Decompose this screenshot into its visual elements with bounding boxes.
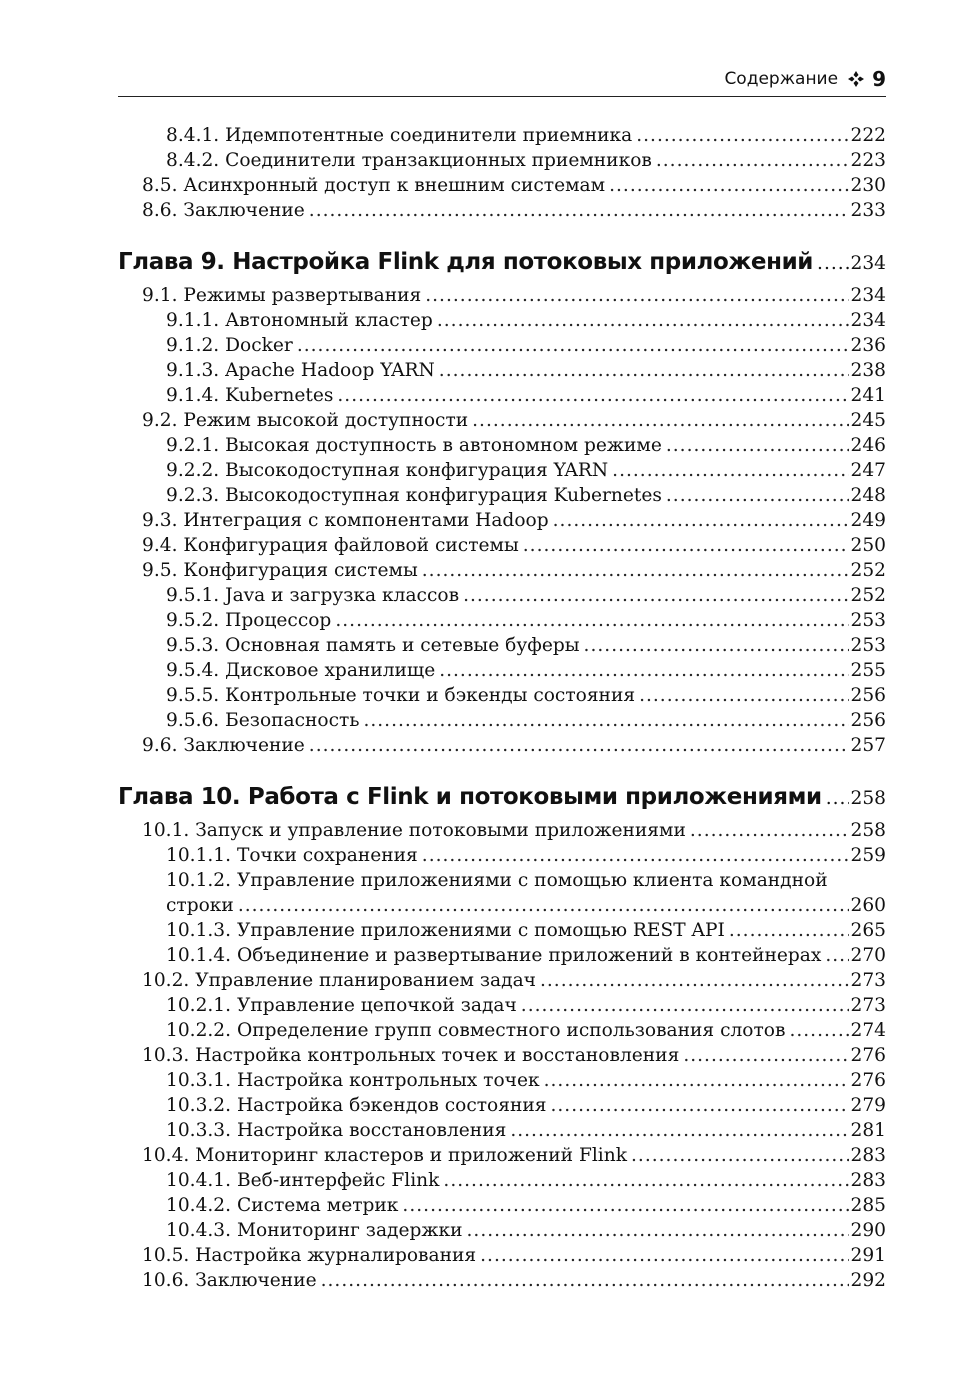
page-number: 223 bbox=[850, 150, 886, 171]
dot-leader bbox=[523, 533, 849, 558]
toc-entry bbox=[118, 558, 886, 583]
page-number: 258 bbox=[850, 820, 886, 841]
entry-title: 9.3. Интеграция с компонентами Hadoop bbox=[142, 510, 549, 531]
running-header bbox=[118, 62, 886, 97]
dot-leader bbox=[510, 1118, 848, 1143]
dot-leader bbox=[439, 358, 849, 383]
entry-title: 9.1. Режимы развертывания bbox=[142, 285, 422, 306]
entry-title: 10.5. Настройка журналирования bbox=[142, 1245, 477, 1266]
dot-leader bbox=[584, 633, 849, 658]
page-number: 273 bbox=[850, 995, 886, 1016]
dot-leader bbox=[422, 558, 849, 583]
page-number: 252 bbox=[850, 585, 886, 606]
toc-entry bbox=[118, 333, 886, 358]
page-number: 250 bbox=[850, 535, 886, 556]
toc-entry bbox=[118, 608, 886, 633]
toc-entry bbox=[118, 283, 886, 308]
page-number: 290 bbox=[850, 1220, 886, 1241]
page-number: 265 bbox=[850, 920, 886, 941]
page-number: 260 bbox=[850, 895, 886, 916]
page-number: 283 bbox=[850, 1145, 886, 1166]
page-number: 257 bbox=[850, 735, 886, 756]
page-number: 274 bbox=[850, 1020, 886, 1041]
entry-title: 8.4.1. Идемпотентные соединители приемника bbox=[166, 125, 633, 146]
page-number: 253 bbox=[850, 635, 886, 656]
toc-entry bbox=[118, 1268, 886, 1293]
toc-entry bbox=[118, 358, 886, 383]
dot-leader bbox=[425, 283, 848, 308]
dot-leader bbox=[544, 1068, 849, 1093]
page-number: 234 bbox=[850, 253, 886, 274]
page-number: 276 bbox=[850, 1045, 886, 1066]
dot-leader bbox=[666, 483, 849, 508]
toc-entry bbox=[118, 383, 886, 408]
page-number: 230 bbox=[850, 175, 886, 196]
dot-leader bbox=[612, 458, 848, 483]
entry-title: 10.3. Настройка контрольных точек и восстановления bbox=[142, 1045, 680, 1066]
page-number: 238 bbox=[850, 360, 886, 381]
dot-leader bbox=[729, 918, 849, 943]
entry-title: 8.5. Асинхронный доступ к внешним системам bbox=[142, 175, 606, 196]
page-number: 252 bbox=[850, 560, 886, 581]
dot-leader bbox=[238, 893, 849, 918]
entry-title: 10.2. Управление планированием задач bbox=[142, 970, 536, 991]
dot-leader bbox=[609, 173, 848, 198]
toc-entry bbox=[118, 968, 886, 993]
toc-entry bbox=[118, 843, 886, 868]
entry-title-continuation: строки bbox=[166, 895, 234, 916]
dot-leader bbox=[521, 993, 849, 1018]
entry-title: 10.4.2. Система метрик bbox=[166, 1195, 399, 1216]
page-number: 259 bbox=[850, 845, 886, 866]
toc-entry bbox=[118, 1193, 886, 1218]
toc-entry bbox=[118, 633, 886, 658]
dot-leader bbox=[825, 943, 848, 968]
page-number: 241 bbox=[850, 385, 886, 406]
toc-entry bbox=[118, 1118, 886, 1143]
toc-entry bbox=[118, 458, 886, 483]
toc-entry bbox=[118, 1143, 886, 1168]
page-number: 292 bbox=[850, 1270, 886, 1291]
header-title: Содержание bbox=[724, 69, 839, 89]
page-number: 234 bbox=[850, 310, 886, 331]
page-number: 279 bbox=[850, 1095, 886, 1116]
chapter-title: Глава 9. Настройка Flink для потоковых приложений bbox=[118, 249, 814, 275]
dot-leader bbox=[683, 1043, 848, 1068]
entry-title: 10.4.3. Мониторинг задержки bbox=[166, 1220, 463, 1241]
dot-leader bbox=[636, 123, 848, 148]
entry-title: 10.2.1. Управление цепочкой задач bbox=[166, 995, 517, 1016]
toc-entry bbox=[118, 1218, 886, 1243]
dot-leader bbox=[817, 247, 848, 281]
entry-title: 9.1.3. Apache Hadoop YARN bbox=[166, 360, 435, 381]
entry-title: 10.4. Мониторинг кластеров и приложений Flink bbox=[142, 1145, 627, 1166]
page-number: 281 bbox=[850, 1120, 886, 1141]
table-of-contents bbox=[118, 123, 886, 1293]
entry-title: 10.1.2. Управление приложениями с помощью клиента командной bbox=[166, 870, 828, 891]
dot-leader bbox=[789, 1018, 848, 1043]
dot-leader bbox=[550, 1093, 848, 1118]
toc-entry bbox=[118, 308, 886, 333]
toc-entry bbox=[118, 733, 886, 758]
toc-entry bbox=[118, 433, 886, 458]
entry-title: 9.5.2. Процессор bbox=[166, 610, 332, 631]
toc-entry-continuation bbox=[118, 893, 886, 918]
toc-entry bbox=[118, 1243, 886, 1268]
entry-title: 9.6. Заключение bbox=[142, 735, 305, 756]
dot-leader bbox=[363, 708, 848, 733]
toc-entry bbox=[118, 1093, 886, 1118]
dot-leader bbox=[666, 433, 849, 458]
toc-entry bbox=[118, 868, 886, 893]
dot-leader bbox=[443, 1168, 848, 1193]
page-number: 234 bbox=[850, 285, 886, 306]
toc-entry bbox=[118, 1068, 886, 1093]
dot-leader bbox=[439, 658, 848, 683]
entry-title: 10.4.1. Веб-интерфейс Flink bbox=[166, 1170, 440, 1191]
entry-title: 10.3.1. Настройка контрольных точек bbox=[166, 1070, 540, 1091]
entry-title: 10.1.3. Управление приложениями с помощью REST API bbox=[166, 920, 725, 941]
toc-entry bbox=[118, 818, 886, 843]
entry-title: 9.4. Конфигурация файловой системы bbox=[142, 535, 519, 556]
toc-entry bbox=[118, 1168, 886, 1193]
dot-leader bbox=[463, 583, 848, 608]
page-number: 285 bbox=[850, 1195, 886, 1216]
dot-leader bbox=[422, 843, 849, 868]
page-number: 276 bbox=[850, 1070, 886, 1091]
toc-entry bbox=[118, 148, 886, 173]
toc-entry bbox=[118, 173, 886, 198]
page-number: 291 bbox=[850, 1245, 886, 1266]
dot-leader bbox=[309, 198, 849, 223]
entry-title: 9.5.1. Java и загрузка классов bbox=[166, 585, 460, 606]
entry-title: 9.5.6. Безопасность bbox=[166, 710, 360, 731]
entry-title: 10.1.4. Объединение и развертывание приложений в контейнерах bbox=[166, 945, 822, 966]
toc-entry bbox=[118, 533, 886, 558]
page-number: 248 bbox=[850, 485, 886, 506]
page-number: 245 bbox=[850, 410, 886, 431]
toc-chapter bbox=[118, 245, 886, 279]
page-number: 270 bbox=[850, 945, 886, 966]
entry-title: 10.1.1. Точки сохранения bbox=[166, 845, 418, 866]
toc-entry bbox=[118, 918, 886, 943]
dot-leader bbox=[467, 1218, 849, 1243]
entry-title: 9.2. Режим высокой доступности bbox=[142, 410, 469, 431]
dot-leader bbox=[639, 683, 848, 708]
page-number: 246 bbox=[850, 435, 886, 456]
dot-leader bbox=[631, 1143, 849, 1168]
entry-title: 9.1.1. Автономный кластер bbox=[166, 310, 433, 331]
page-number: 236 bbox=[850, 335, 886, 356]
entry-title: 9.5. Конфигурация системы bbox=[142, 560, 418, 581]
toc-entry bbox=[118, 993, 886, 1018]
page-number: 247 bbox=[850, 460, 886, 481]
toc-entry bbox=[118, 708, 886, 733]
dot-leader bbox=[826, 782, 849, 816]
toc-entry bbox=[118, 683, 886, 708]
page-number: 222 bbox=[850, 125, 886, 146]
entry-title: 10.6. Заключение bbox=[142, 1270, 317, 1291]
entry-title: 10.1. Запуск и управление потоковыми приложениями bbox=[142, 820, 686, 841]
page-number: 255 bbox=[850, 660, 886, 681]
dot-leader bbox=[553, 508, 849, 533]
entry-title: 9.2.1. Высокая доступность в автономном режиме bbox=[166, 435, 662, 456]
toc-entry bbox=[118, 1018, 886, 1043]
dot-leader bbox=[472, 408, 848, 433]
dot-leader bbox=[335, 608, 848, 633]
page-number: 256 bbox=[850, 685, 886, 706]
entry-title: 9.1.2. Docker bbox=[166, 335, 293, 356]
chapter-title: Глава 10. Работа с Flink и потоковыми приложениями bbox=[118, 784, 822, 810]
page-number: 256 bbox=[850, 710, 886, 731]
toc-entry bbox=[118, 198, 886, 223]
toc-entry bbox=[118, 508, 886, 533]
toc-chapter bbox=[118, 780, 886, 814]
page-number: 258 bbox=[850, 788, 886, 809]
dot-leader bbox=[690, 818, 849, 843]
toc-entry bbox=[118, 483, 886, 508]
page-number: 273 bbox=[850, 970, 886, 991]
dot-leader bbox=[437, 308, 849, 333]
dot-leader bbox=[337, 383, 848, 408]
toc-entry bbox=[118, 1043, 886, 1068]
dot-leader bbox=[321, 1268, 849, 1293]
entry-title: 10.2.2. Определение групп совместного использования слотов bbox=[166, 1020, 786, 1041]
page-number: 283 bbox=[850, 1170, 886, 1191]
dot-leader bbox=[309, 733, 849, 758]
dot-leader bbox=[656, 148, 849, 173]
entry-title: 9.5.4. Дисковое хранилище bbox=[166, 660, 436, 681]
dot-leader bbox=[297, 333, 849, 358]
toc-entry bbox=[118, 658, 886, 683]
entry-title: 8.4.2. Соединители транзакционных приемников bbox=[166, 150, 652, 171]
dot-leader bbox=[540, 968, 849, 993]
toc-entry bbox=[118, 583, 886, 608]
entry-title: 9.2.3. Высокодоступная конфигурация Kubernetes bbox=[166, 485, 662, 506]
entry-title: 9.1.4. Kubernetes bbox=[166, 385, 334, 406]
dot-leader bbox=[480, 1243, 848, 1268]
page-number: 249 bbox=[850, 510, 886, 531]
entry-title: 9.5.5. Контрольные точки и бэкенды состояния bbox=[166, 685, 636, 706]
entry-title: 8.6. Заключение bbox=[142, 200, 305, 221]
toc-entry bbox=[118, 408, 886, 433]
dot-leader bbox=[402, 1193, 848, 1218]
header-page-number: 9 bbox=[872, 67, 886, 91]
page-number: 233 bbox=[850, 200, 886, 221]
entry-title: 10.3.3. Настройка восстановления bbox=[166, 1120, 507, 1141]
entry-title: 9.2.2. Высокодоступная конфигурация YARN bbox=[166, 460, 609, 481]
page-number: 253 bbox=[850, 610, 886, 631]
diamond-cluster-icon bbox=[848, 71, 864, 87]
toc-entry bbox=[118, 943, 886, 968]
entry-title: 9.5.3. Основная память и сетевые буферы bbox=[166, 635, 580, 656]
toc-entry bbox=[118, 123, 886, 148]
entry-title: 10.3.2. Настройка бэкендов состояния bbox=[166, 1095, 547, 1116]
